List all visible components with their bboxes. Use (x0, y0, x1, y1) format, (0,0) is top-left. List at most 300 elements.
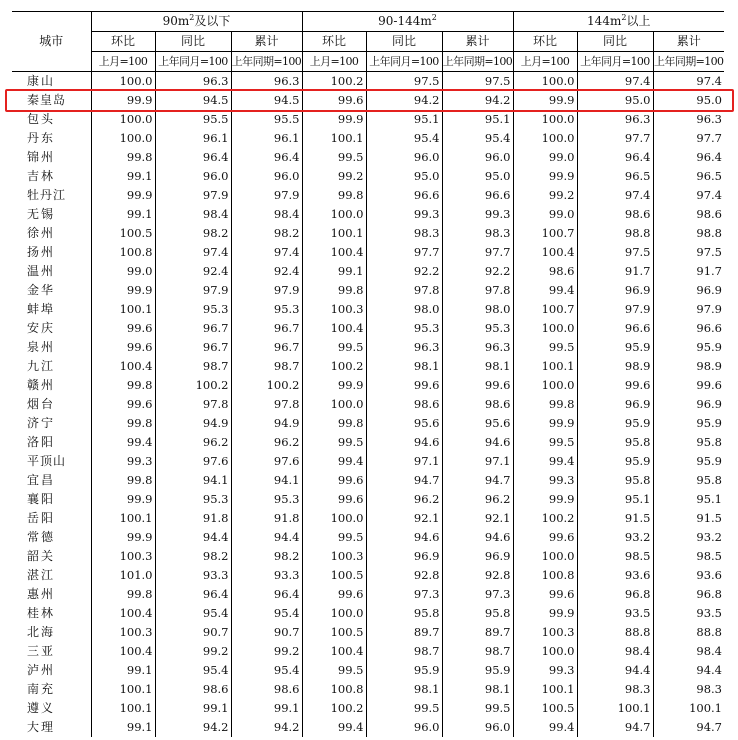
value-cell: 99.4 (513, 281, 577, 300)
table-row (12, 471, 724, 490)
value-cell: 98.6 (577, 205, 653, 224)
city-cell: 九江 (27, 359, 56, 373)
value-cell: 100.0 (513, 642, 577, 661)
city-cell: 韶关 (27, 549, 56, 563)
value-cell: 100.1 (513, 680, 577, 699)
value-cell: 97.4 (577, 72, 653, 92)
value-cell: 99.6 (653, 376, 724, 395)
value-cell: 98.6 (155, 680, 231, 699)
table-row (12, 224, 724, 243)
value-cell: 94.1 (231, 471, 302, 490)
table-row (12, 281, 724, 300)
value-cell: 99.5 (302, 433, 366, 452)
table-row (12, 72, 724, 92)
city-cell: 徐州 (27, 226, 56, 240)
city-cell: 秦皇岛 (27, 93, 67, 107)
value-cell: 99.8 (513, 395, 577, 414)
city-cell: 桂林 (27, 606, 56, 620)
value-cell: 95.9 (653, 338, 724, 357)
value-cell: 97.9 (231, 281, 302, 300)
value-cell: 96.4 (231, 585, 302, 604)
value-cell: 97.6 (231, 452, 302, 471)
city-cell: 赣州 (27, 378, 56, 392)
value-cell: 97.8 (155, 395, 231, 414)
value-cell: 100.5 (513, 699, 577, 718)
city-cell: 北海 (27, 625, 56, 639)
value-cell: 96.2 (155, 433, 231, 452)
table-row (12, 642, 724, 661)
value-cell: 100.0 (91, 72, 155, 92)
city-cell: 泉州 (27, 340, 56, 354)
city-cell: 牡丹江 (27, 188, 67, 202)
value-cell: 96.5 (577, 167, 653, 186)
city-cell: 洛阳 (27, 435, 56, 449)
value-cell: 97.9 (155, 186, 231, 205)
table-row (12, 414, 724, 433)
value-cell: 98.1 (366, 680, 442, 699)
value-cell: 94.7 (366, 471, 442, 490)
city-cell: 包头 (27, 112, 56, 126)
value-cell: 96.3 (653, 110, 724, 129)
value-cell: 92.4 (155, 262, 231, 281)
value-cell: 99.8 (91, 414, 155, 433)
value-cell: 96.9 (653, 395, 724, 414)
group-header-small: $90m^2$及以下 (91, 12, 302, 32)
value-cell: 96.7 (231, 319, 302, 338)
value-cell: 89.7 (442, 623, 513, 642)
value-cell: 97.9 (653, 300, 724, 319)
value-cell: 99.4 (302, 718, 366, 737)
value-cell: 97.4 (577, 186, 653, 205)
base-header-same-month: 上年同月=100 (366, 52, 442, 72)
value-cell: 99.4 (513, 452, 577, 471)
value-cell: 92.8 (366, 566, 442, 585)
value-cell: 94.2 (442, 91, 513, 110)
value-cell: 100.1 (91, 699, 155, 718)
base-header-same-period: 上年同期=100 (442, 52, 513, 72)
value-cell: 88.8 (577, 623, 653, 642)
value-cell: 95.9 (653, 452, 724, 471)
city-cell: 无锡 (27, 207, 56, 221)
table-row (12, 585, 724, 604)
city-cell: 襄阳 (27, 492, 56, 506)
value-cell: 99.3 (513, 471, 577, 490)
value-cell: 96.6 (366, 186, 442, 205)
value-cell: 98.7 (155, 357, 231, 376)
value-cell: 99.4 (513, 718, 577, 737)
value-cell: 98.5 (577, 547, 653, 566)
value-cell: 98.0 (442, 300, 513, 319)
value-cell: 97.3 (442, 585, 513, 604)
city-cell: 惠州 (27, 587, 56, 601)
value-cell: 94.9 (155, 414, 231, 433)
value-cell: 100.2 (155, 376, 231, 395)
value-cell: 94.6 (442, 433, 513, 452)
value-cell: 97.7 (366, 243, 442, 262)
value-cell: 97.5 (442, 72, 513, 92)
value-cell: 97.8 (366, 281, 442, 300)
table-row (12, 718, 724, 737)
value-cell: 94.2 (155, 718, 231, 737)
value-cell: 95.1 (653, 490, 724, 509)
sub-header-cumulative: 累计 (442, 32, 513, 52)
sub-header-mom: 环比 (91, 32, 155, 52)
value-cell: 96.2 (442, 490, 513, 509)
value-cell: 100.1 (302, 129, 366, 148)
table-row (12, 129, 724, 148)
table-row (12, 433, 724, 452)
value-cell: 95.9 (442, 661, 513, 680)
value-cell: 96.7 (155, 338, 231, 357)
value-cell: 92.1 (442, 509, 513, 528)
sub-header-yoy: 同比 (366, 32, 442, 52)
value-cell: 99.5 (513, 338, 577, 357)
value-cell: 95.3 (231, 490, 302, 509)
sub-header-yoy: 同比 (155, 32, 231, 52)
city-cell: 温州 (27, 264, 56, 278)
value-cell: 98.4 (155, 205, 231, 224)
value-cell: 95.8 (366, 604, 442, 623)
city-cell: 烟台 (27, 397, 56, 411)
value-cell: 100.0 (513, 129, 577, 148)
value-cell: 100.3 (302, 547, 366, 566)
value-cell: 100.0 (91, 110, 155, 129)
value-cell: 99.6 (91, 338, 155, 357)
value-cell: 100.5 (91, 224, 155, 243)
value-cell: 99.6 (442, 376, 513, 395)
value-cell: 93.2 (653, 528, 724, 547)
value-cell: 96.1 (155, 129, 231, 148)
value-cell: 100.3 (302, 300, 366, 319)
value-cell: 99.9 (91, 528, 155, 547)
table-row (12, 357, 724, 376)
table-row (12, 604, 724, 623)
value-cell: 97.9 (231, 186, 302, 205)
value-cell: 100.2 (513, 509, 577, 528)
value-cell: 93.2 (577, 528, 653, 547)
value-cell: 96.4 (577, 148, 653, 167)
value-cell: 95.8 (577, 471, 653, 490)
table-row (12, 547, 724, 566)
value-cell: 100.1 (91, 509, 155, 528)
value-cell: 95.8 (442, 604, 513, 623)
value-cell: 99.9 (91, 490, 155, 509)
value-cell: 98.6 (513, 262, 577, 281)
value-cell: 100.4 (91, 642, 155, 661)
table-row (12, 262, 724, 281)
value-cell: 99.6 (577, 376, 653, 395)
value-cell: 100.4 (91, 357, 155, 376)
value-cell: 98.3 (442, 224, 513, 243)
table-row (12, 395, 724, 414)
value-cell: 98.4 (231, 205, 302, 224)
value-cell: 99.6 (302, 585, 366, 604)
city-cell: 泸州 (27, 663, 56, 677)
table-row (12, 528, 724, 547)
value-cell: 96.9 (577, 395, 653, 414)
value-cell: 100.0 (513, 110, 577, 129)
value-cell: 101.0 (91, 566, 155, 585)
value-cell: 96.9 (577, 281, 653, 300)
value-cell: 98.6 (442, 395, 513, 414)
value-cell: 99.9 (91, 281, 155, 300)
value-cell: 99.9 (91, 91, 155, 110)
price-index-table (12, 11, 724, 737)
value-cell: 99.1 (91, 661, 155, 680)
value-cell: 92.8 (442, 566, 513, 585)
city-cell: 济宁 (27, 416, 56, 430)
base-header-last-month: 上月=100 (513, 52, 577, 72)
table-row (12, 623, 724, 642)
table-row (12, 566, 724, 585)
value-cell: 99.1 (91, 205, 155, 224)
sub-header-cumulative: 累计 (231, 32, 302, 52)
value-cell: 100.3 (91, 547, 155, 566)
value-cell: 95.0 (442, 167, 513, 186)
value-cell: 99.0 (91, 262, 155, 281)
value-cell: 93.6 (653, 566, 724, 585)
value-cell: 95.9 (577, 338, 653, 357)
value-cell: 95.4 (231, 604, 302, 623)
value-cell: 97.1 (366, 452, 442, 471)
value-cell: 96.5 (653, 167, 724, 186)
value-cell: 95.4 (442, 129, 513, 148)
value-cell: 99.8 (91, 585, 155, 604)
value-cell: 100.1 (91, 680, 155, 699)
table-row (12, 205, 724, 224)
table-row (12, 452, 724, 471)
city-cell: 三亚 (27, 644, 56, 658)
value-cell: 99.4 (91, 433, 155, 452)
value-cell: 98.9 (653, 357, 724, 376)
value-cell: 93.3 (231, 566, 302, 585)
value-cell: 99.1 (302, 262, 366, 281)
value-cell: 99.5 (302, 338, 366, 357)
value-cell: 96.0 (366, 718, 442, 737)
value-cell: 95.1 (366, 110, 442, 129)
value-cell: 96.3 (577, 110, 653, 129)
value-cell: 91.7 (653, 262, 724, 281)
value-cell: 96.3 (155, 72, 231, 92)
value-cell: 99.3 (442, 205, 513, 224)
value-cell: 96.3 (231, 72, 302, 92)
value-cell: 96.0 (231, 167, 302, 186)
value-cell: 95.9 (577, 414, 653, 433)
city-cell: 康山 (27, 74, 56, 88)
value-cell: 94.7 (577, 718, 653, 737)
value-cell: 95.5 (231, 110, 302, 129)
value-cell: 95.4 (155, 661, 231, 680)
value-cell: 96.9 (442, 547, 513, 566)
value-cell: 96.0 (366, 148, 442, 167)
value-cell: 91.5 (653, 509, 724, 528)
sub-header-cumulative: 累计 (653, 32, 724, 52)
value-cell: 95.8 (653, 471, 724, 490)
city-cell: 湛江 (27, 568, 56, 582)
value-cell: 100.4 (513, 243, 577, 262)
value-cell: 99.5 (302, 148, 366, 167)
value-cell: 100.0 (302, 205, 366, 224)
value-cell: 95.3 (155, 300, 231, 319)
value-cell: 97.4 (155, 243, 231, 262)
value-cell: 100.4 (302, 243, 366, 262)
value-cell: 94.7 (442, 471, 513, 490)
base-header-same-month: 上年同月=100 (155, 52, 231, 72)
table-row (12, 338, 724, 357)
value-cell: 100.2 (302, 357, 366, 376)
value-cell: 98.3 (577, 680, 653, 699)
table-row (12, 186, 724, 205)
city-cell: 宜昌 (27, 473, 56, 487)
value-cell: 98.6 (231, 680, 302, 699)
value-cell: 92.1 (366, 509, 442, 528)
value-cell: 99.9 (302, 376, 366, 395)
value-cell: 99.2 (302, 167, 366, 186)
value-cell: 89.7 (366, 623, 442, 642)
value-cell: 93.5 (577, 604, 653, 623)
value-cell: 100.0 (302, 604, 366, 623)
value-cell: 95.0 (366, 167, 442, 186)
value-cell: 99.2 (231, 642, 302, 661)
value-cell: 96.6 (577, 319, 653, 338)
value-cell: 98.0 (366, 300, 442, 319)
value-cell: 100.0 (513, 547, 577, 566)
table-row (12, 243, 724, 262)
value-cell: 99.8 (302, 281, 366, 300)
value-cell: 97.8 (442, 281, 513, 300)
group-header-large: $144m^2$以上 (513, 12, 724, 32)
value-cell: 99.6 (302, 91, 366, 110)
table-row (12, 661, 724, 680)
value-cell: 98.2 (231, 547, 302, 566)
value-cell: 95.9 (577, 452, 653, 471)
value-cell: 98.6 (366, 395, 442, 414)
value-cell: 95.3 (442, 319, 513, 338)
value-cell: 96.9 (366, 547, 442, 566)
value-cell: 99.9 (513, 91, 577, 110)
city-cell: 蚌埠 (27, 302, 56, 316)
value-cell: 96.9 (653, 281, 724, 300)
value-cell: 99.9 (513, 604, 577, 623)
value-cell: 96.4 (155, 585, 231, 604)
value-cell: 95.0 (653, 91, 724, 110)
value-cell: 91.5 (577, 509, 653, 528)
group-header-medium: $90-144m^2$ (302, 12, 513, 32)
value-cell: 95.4 (366, 129, 442, 148)
value-cell: 95.9 (366, 661, 442, 680)
value-cell: 91.7 (577, 262, 653, 281)
value-cell: 95.1 (442, 110, 513, 129)
city-cell: 丹东 (27, 131, 56, 145)
table-row-highlighted (12, 91, 724, 110)
value-cell: 100.2 (302, 699, 366, 718)
sub-header-row (12, 32, 724, 52)
table-body (12, 72, 724, 738)
value-cell: 99.8 (91, 471, 155, 490)
value-cell: 100.0 (513, 319, 577, 338)
value-cell: 98.8 (653, 224, 724, 243)
value-cell: 97.8 (231, 395, 302, 414)
city-cell: 遵义 (27, 701, 56, 715)
value-cell: 99.6 (513, 528, 577, 547)
value-cell: 96.1 (231, 129, 302, 148)
value-cell: 98.4 (653, 642, 724, 661)
table-row (12, 319, 724, 338)
value-cell: 90.7 (155, 623, 231, 642)
city-cell: 大理 (27, 720, 56, 734)
value-cell: 98.1 (366, 357, 442, 376)
value-cell: 94.5 (155, 91, 231, 110)
value-cell: 94.6 (366, 433, 442, 452)
value-cell: 94.7 (653, 718, 724, 737)
value-cell: 97.7 (653, 129, 724, 148)
value-cell: 99.8 (302, 186, 366, 205)
value-cell: 99.2 (513, 186, 577, 205)
base-header-row (12, 52, 724, 72)
value-cell: 100.3 (91, 623, 155, 642)
value-cell: 96.8 (577, 585, 653, 604)
value-cell: 94.4 (577, 661, 653, 680)
value-cell: 99.9 (91, 186, 155, 205)
value-cell: 100.7 (513, 300, 577, 319)
value-cell: 97.3 (366, 585, 442, 604)
value-cell: 95.5 (155, 110, 231, 129)
value-cell: 98.1 (442, 357, 513, 376)
value-cell: 95.4 (155, 604, 231, 623)
value-cell: 99.1 (155, 699, 231, 718)
value-cell: 99.9 (513, 167, 577, 186)
value-cell: 97.5 (366, 72, 442, 92)
value-cell: 95.6 (366, 414, 442, 433)
value-cell: 100.8 (91, 243, 155, 262)
value-cell: 97.4 (653, 72, 724, 92)
value-cell: 98.3 (653, 680, 724, 699)
value-cell: 99.3 (366, 205, 442, 224)
table-row (12, 376, 724, 395)
value-cell: 91.8 (231, 509, 302, 528)
value-cell: 98.2 (155, 547, 231, 566)
value-cell: 97.5 (653, 243, 724, 262)
value-cell: 95.0 (577, 91, 653, 110)
base-header-last-month: 上月=100 (302, 52, 366, 72)
value-cell: 96.7 (155, 319, 231, 338)
value-cell: 99.5 (302, 528, 366, 547)
value-cell: 98.2 (155, 224, 231, 243)
value-cell: 100.2 (302, 72, 366, 92)
value-cell: 95.3 (231, 300, 302, 319)
value-cell: 96.6 (653, 319, 724, 338)
city-cell: 扬州 (27, 245, 56, 259)
table-row (12, 680, 724, 699)
value-cell: 94.9 (231, 414, 302, 433)
value-cell: 99.6 (91, 319, 155, 338)
value-cell: 99.3 (91, 452, 155, 471)
value-cell: 92.2 (366, 262, 442, 281)
value-cell: 100.4 (91, 604, 155, 623)
value-cell: 94.5 (231, 91, 302, 110)
value-cell: 100.7 (513, 224, 577, 243)
value-cell: 99.6 (302, 471, 366, 490)
sub-header-mom: 环比 (302, 32, 366, 52)
city-cell: 南充 (27, 682, 56, 696)
value-cell: 95.6 (442, 414, 513, 433)
value-cell: 95.9 (653, 414, 724, 433)
value-cell: 95.3 (155, 490, 231, 509)
value-cell: 100.8 (302, 680, 366, 699)
value-cell: 99.8 (302, 414, 366, 433)
value-cell: 99.2 (155, 642, 231, 661)
city-cell: 平顶山 (27, 454, 67, 468)
